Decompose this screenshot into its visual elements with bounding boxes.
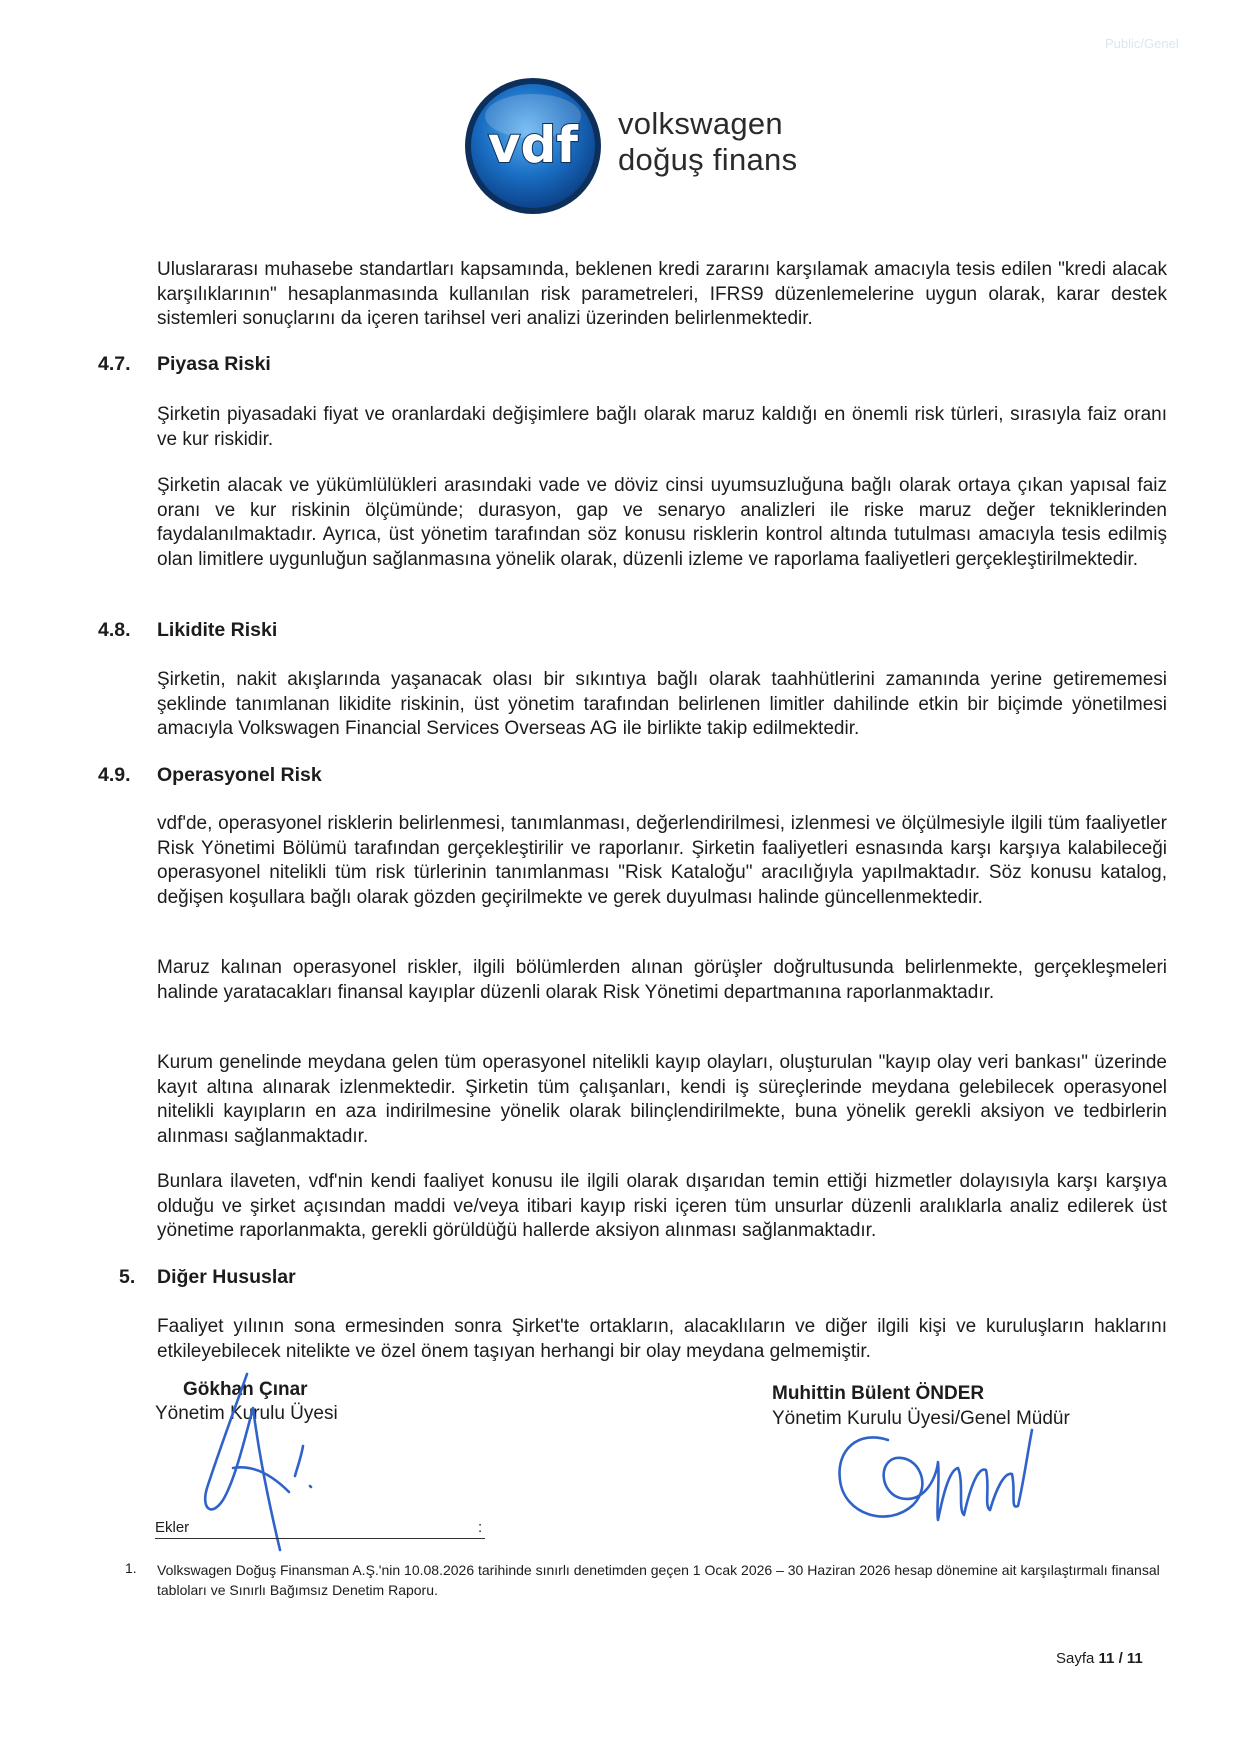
section-title: Diğer Hususlar [157, 1266, 296, 1288]
section-title: Operasyonel Risk [157, 764, 322, 786]
page-current: 11 [1098, 1650, 1115, 1667]
paragraph: vdf'de, operasyonel risklerin belirlenmesi, tanımlanması, değerlendirilmesi, izlenmesi ve ölçülmesiyle ilgili tüm faaliyetler Risk Yönetimi Bölümü tarafından gerçekleştirilir ve raporlanır. Şirketin faaliyetleri esnasında karşı karşıya kalabileceği operasyonel nitelikli tüm risk türlerinin tanımlanması "Risk Kataloğu" aracılığıyla yapılmaktadır. Söz konusu katalog, değişen koşullara bağlı olarak gözden geçirilmekte ve gerek duyulması halinde güncellenmektedir. [157, 813, 1167, 908]
attachments-separator: : [478, 1519, 483, 1536]
paragraph: Kurum genelinde meydana gelen tüm operasyonel nitelikli kayıp olayları, oluşturulan "kayıp olay veri bankası" üzerinde kayıt altına alınarak izlenmektedir. Şirketin tüm çalışanları, kendi iş süreçlerinde meydana gelebilecek operasyonel nitelikli kayıpların en aza indirilmesine yönelik olarak bilinçlendirilmekte, buna yönelik gerekli aksiyon ve tedbirlerin alınması sağlanmaktadır. [157, 1052, 1167, 1147]
intro-paragraph: Uluslararası muhasebe standartları kapsamında, beklenen kredi zararını karşılamak amacıyla tesis edilen "kredi alacak karşılıklarının" hesaplanmasında kullanılan risk parametreleri, IFRS9 düzenlemelerine uygun olarak, karar destek sistemleri sonuçlarını da içeren tarihsel veri analizi üzerinden belirlenmektedir. [157, 259, 1167, 329]
section-number: 5. [119, 1266, 136, 1288]
company-logo [463, 76, 833, 216]
signatory-name-left: Gökhan Çınar [183, 1379, 308, 1400]
page-number [1056, 1650, 1143, 1667]
section-number: 4.7. [98, 353, 131, 375]
footnote-text: Volkswagen Doğuş Finansman A.Ş.'nin 10.08.2026 tarihinde sınırlı denetimden geçen 1 Ocak 2026 – 30 Haziran 2026 hesap dönemine ait karşılaştırmalı finansal tabloları ve Sınırlı Bağımsız Denetim Raporu. [157, 1562, 1160, 1598]
attachments-label: Ekler [155, 1519, 485, 1539]
logo-mark: vdf [487, 116, 579, 174]
paragraph: Faaliyet yılının sona ermesinden sonra Şirket'te ortakların, alacaklıların ve diğer ilgili kişi ve kuruluşların haklarını etkileyebilecek nitelikte ve özel önem taşıyan herhangi bir olay meydana gelmemiştir. [157, 1316, 1167, 1362]
section-number: 4.8. [98, 619, 131, 641]
paragraph: Şirketin, nakit akışlarında yaşanacak olası bir sıkıntıya bağlı olarak taahhütlerini zamanında yerine getirememesi şeklinde tanımlanan likidite riskinin, üst yönetim tarafından belirlenen limitler dahilinde etkin bir biçimde yönetilmesi amacıyla Volkswagen Financial Services Overseas AG ile birlikte takip edilmektedir. [157, 669, 1167, 739]
logo-line1: volkswagen [618, 106, 783, 141]
page-label: Sayfa [1056, 1650, 1095, 1667]
classification-label: Public/Genel [1105, 36, 1179, 51]
vdf-logo-icon [463, 76, 603, 216]
signatory-name-right: Muhittin Bülent ÖNDER [772, 1383, 985, 1404]
logo-line2: doğuş finans [618, 142, 798, 177]
page-separator: / [1118, 1650, 1123, 1667]
section-title: Likidite Riski [157, 619, 278, 641]
section-number: 4.9. [98, 764, 131, 786]
signatory-role-right: Yönetim Kurulu Üyesi/Genel Müdür [772, 1408, 1070, 1429]
paragraph: Bunlara ilaveten, vdf'nin kendi faaliyet konusu ile ilgili olarak dışarıdan temin ettiği hizmetler dolayısıyla karşı karşıya olduğu ve şirket açısından maddi ve/veya itibari kayıp riski içeren tüm unsurlar düzenli aralıklarla analiz edilerek üst yönetime raporlanmakta, gerekli görüldüğü hallerde aksiyon alınması sağlanmaktadır. [157, 1171, 1167, 1241]
paragraph: Şirketin piyasadaki fiyat ve oranlardaki değişimlere bağlı olarak maruz kaldığı en önemli risk türleri, sırasıyla faiz oranı ve kur riskidir. [157, 404, 1167, 450]
signatory-role-left: Yönetim Kurulu Üyesi [155, 1403, 338, 1424]
section-title: Piyasa Riski [157, 353, 271, 375]
paragraph: Maruz kalınan operasyonel riskler, ilgili bölümlerden alınan görüşler doğrultusunda belirlenmekte, gerçekleşmeleri halinde yaratacakları finansal kayıplar düzenli olarak Risk Yönetimi departmanına raporlanmaktadır. [157, 957, 1167, 1003]
page-total: 11 [1126, 1650, 1143, 1667]
paragraph: Şirketin alacak ve yükümlülükleri arasındaki vade ve döviz cinsi uyumsuzluğuna bağlı olarak ortaya çıkan yapısal faiz oranı ve kur riskinin ölçümünde; durasyon, gap ve senaryo analizleri ile riske maruz değer tekniklerinden faydalanılmaktadır. Ayrıca, üst yönetim tarafından söz konusu risklerin kontrol altında tutulması amacıyla tesis edilmiş olan limitlere uygunluğun sağlanmasına yönelik olarak, düzenli izleme ve raporlama faaliyetleri gerçekleştirilmektedir. [157, 475, 1167, 570]
footnote-number: 1. [125, 1560, 137, 1576]
